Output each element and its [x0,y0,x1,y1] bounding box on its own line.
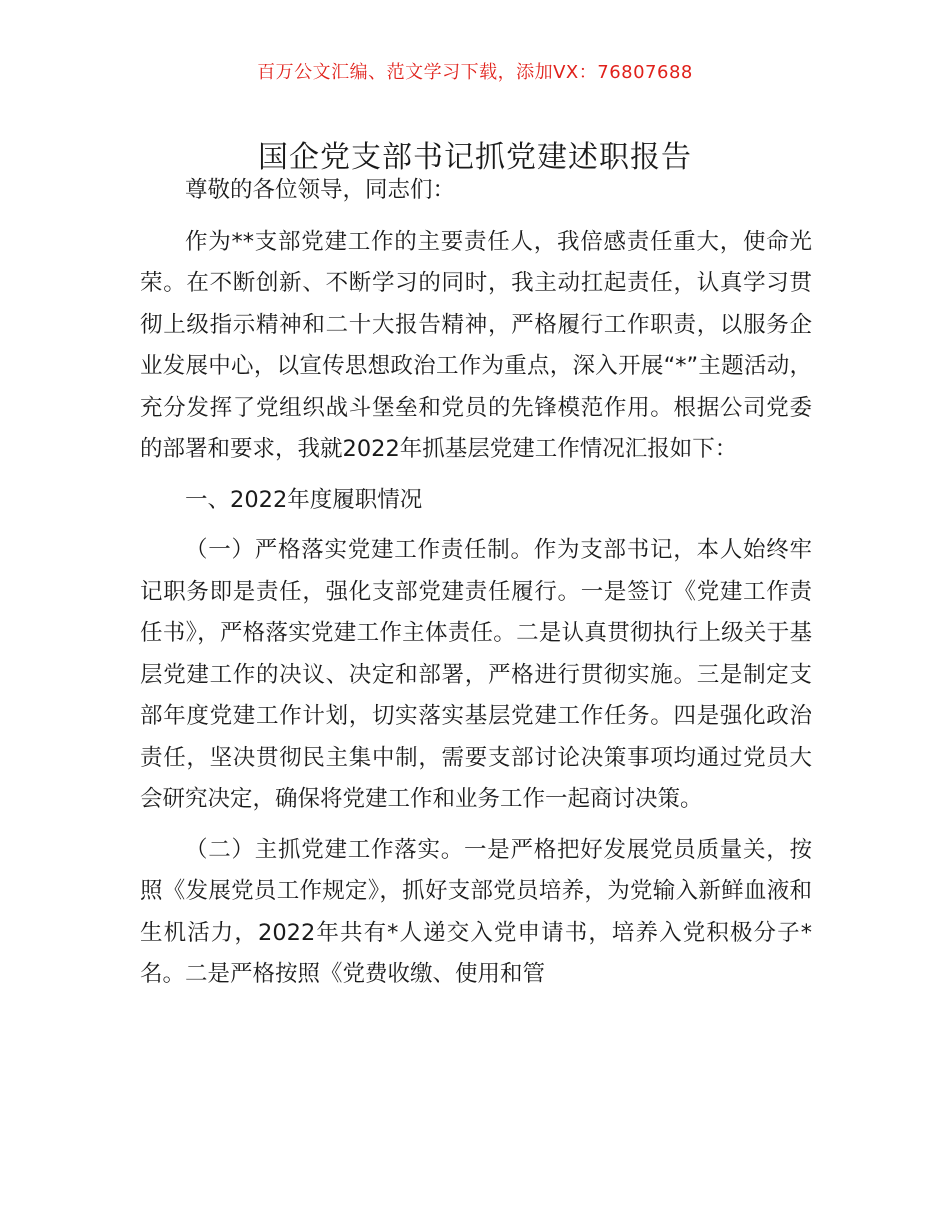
paragraph-responsibility: （一）严格落实党建工作责任制。作为支部书记，本人始终牢记职务即是责任，强化支部党建责任履行。一是签订《党建工作责任书》，严格落实党建工作主体责任。二是认真贯彻执行上级关于基层党建工作的决议、决定和部署，严格进行贯彻实施。三是制定支部年度党建工作计划，切实落实基层党建工作任务。四是强化政治责任，坚决贯彻民主集中制，需要支部讨论决策事项均通过党员大会研究决定，确保将党建工作和业务工作一起商讨决策。 [140,537,812,812]
salutation: 尊敬的各位领导，同志们： [185,177,456,203]
contact-watermark-note: 百万公文汇编、范文学习下载，添加VX：76807688 [257,62,693,83]
section-heading-1: 一、2022年度履职情况 [185,486,423,513]
document-body [140,170,812,996]
paragraph-implementation: （二）主抓党建工作落实。一是严格把好发展党员质量关，按照《发展党员工作规定》，抓好支部党员培养，为党输入新鲜血液和生机活力，2022年共有*人递交入党申请书，培养入党积极分子*名。二是严格按照《党费收缴、使用和管 [140,836,812,987]
document-title: 国企党支部书记抓党建述职报告 [258,140,692,176]
paragraph-intro: 作为**支部党建工作的主要责任人，我倍感责任重大，使命光荣。在不断创新、不断学习的同时，我主动扛起责任，认真学习贯彻上级指示精神和二十大报告精神，严格履行工作职责，以服务企业发展中心，以宣传思想政治工作为重点，深入开展“*”主题活动，充分发挥了党组织战斗堡垒和党员的先锋模范作用。根据公司党委的部署和要求，我就2022年抓基层党建工作情况汇报如下： [140,228,812,462]
